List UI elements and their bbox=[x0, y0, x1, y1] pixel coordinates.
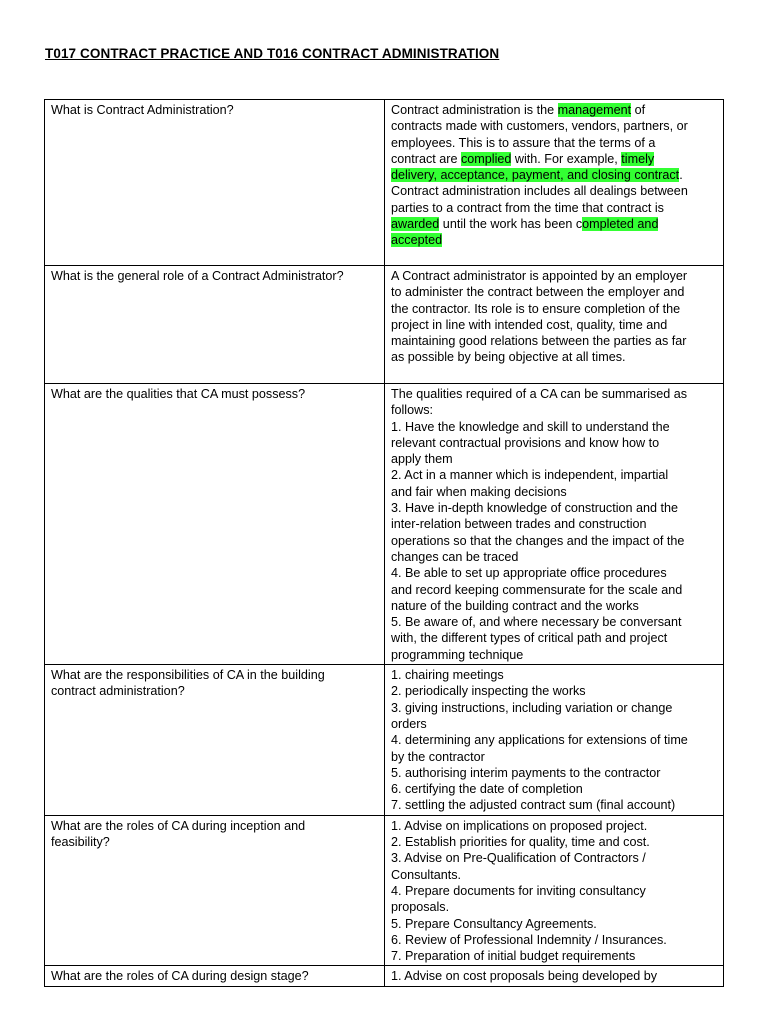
answer-text: with. For example, bbox=[511, 151, 622, 166]
answer-text: apply them bbox=[391, 452, 453, 467]
answer-text: contract are bbox=[391, 151, 461, 166]
answer-line bbox=[391, 402, 717, 418]
answer-cell bbox=[385, 966, 724, 986]
answer-text: Consultants. bbox=[391, 867, 462, 882]
question-cell bbox=[45, 815, 385, 966]
answer-text: project in line with intended cost, quality, time and bbox=[391, 317, 668, 332]
answer-text: 2. Act in a manner which is independent, impartial bbox=[391, 468, 669, 483]
answer-text: Contract administration includes all dealings between bbox=[391, 184, 688, 199]
answer-text: 4. Prepare documents for inviting consultancy bbox=[391, 883, 646, 898]
question-text: feasibility? bbox=[51, 835, 110, 850]
answer-line bbox=[391, 667, 717, 683]
answer-cell bbox=[385, 100, 724, 266]
answer-line bbox=[391, 484, 717, 500]
answer-text: of bbox=[631, 103, 646, 117]
answer-cell bbox=[385, 665, 724, 816]
answer-text: follows: bbox=[391, 403, 433, 418]
answer-line bbox=[391, 516, 717, 532]
answer-text: 4. determining any applications for extensions of time bbox=[391, 733, 688, 748]
answer-line bbox=[391, 435, 717, 451]
answer-text: The qualities required of a CA can be summarised as bbox=[391, 387, 688, 401]
answer-line bbox=[391, 883, 717, 899]
answer-line bbox=[391, 899, 717, 915]
highlighted-text: management bbox=[557, 103, 632, 117]
answer-line bbox=[391, 598, 717, 614]
answer-line bbox=[391, 118, 717, 134]
answer-text: contracts made with customers, vendors, partners, or bbox=[391, 119, 688, 134]
answer-line bbox=[391, 386, 717, 402]
answer-line bbox=[391, 867, 717, 883]
question-text: What is Contract Administration? bbox=[51, 103, 234, 117]
answer-text: the contractor. Its role is to ensure completion of the bbox=[391, 301, 681, 316]
answer-line bbox=[391, 284, 717, 300]
answer-line bbox=[391, 850, 717, 866]
answer-line bbox=[391, 102, 717, 118]
qa-table bbox=[44, 99, 724, 987]
answer-line bbox=[391, 614, 717, 630]
answer-text: 7. Preparation of initial budget requirements bbox=[391, 949, 636, 964]
answer-line bbox=[391, 183, 717, 199]
answer-text: operations so that the changes and the impact of the bbox=[391, 533, 685, 548]
answer-line bbox=[391, 582, 717, 598]
question-cell bbox=[45, 266, 385, 384]
answer-text: 4. Be able to set up appropriate office procedures bbox=[391, 566, 667, 581]
answer-line bbox=[391, 765, 717, 781]
answer-text: nature of the building contract and the works bbox=[391, 598, 639, 613]
answer-text: 2. Establish priorities for quality, time and cost. bbox=[391, 835, 650, 850]
answer-line bbox=[391, 932, 717, 948]
answer-text: Contract administration is the bbox=[391, 103, 558, 117]
answer-text: parties to a contract from the time that contract is bbox=[391, 200, 664, 215]
answer-line bbox=[391, 549, 717, 565]
table-row bbox=[45, 966, 724, 986]
answer-text: inter-relation between trades and construction bbox=[391, 517, 647, 532]
highlighted-text: ompleted and bbox=[582, 217, 659, 232]
answer-cell bbox=[385, 384, 724, 665]
question-cell bbox=[45, 966, 385, 986]
answer-line bbox=[391, 167, 717, 183]
answer-text: 5. Prepare Consultancy Agreements. bbox=[391, 916, 597, 931]
answer-text: 1. Have the knowledge and skill to understand the bbox=[391, 419, 670, 434]
highlighted-text: complied bbox=[461, 151, 512, 166]
answer-line bbox=[391, 216, 717, 232]
answer-line bbox=[391, 797, 717, 813]
answer-text: 6. Review of Professional Indemnity / Insurances. bbox=[391, 932, 667, 947]
answer-text: 5. authorising interim payments to the contractor bbox=[391, 765, 661, 780]
answer-text: . bbox=[679, 168, 683, 183]
highlighted-text: timely bbox=[621, 151, 655, 166]
table-row bbox=[45, 100, 724, 266]
qa-table-body bbox=[45, 100, 724, 987]
answer-line bbox=[391, 834, 717, 850]
answer-line bbox=[391, 968, 717, 984]
answer-line bbox=[391, 647, 717, 663]
answer-line bbox=[391, 683, 717, 699]
highlighted-text: awarded bbox=[391, 217, 440, 232]
answer-line bbox=[391, 268, 717, 284]
question-text: contract administration? bbox=[51, 684, 185, 699]
answer-text: employees. This is to assure that the terms of a bbox=[391, 135, 656, 150]
answer-text: until the work has been c bbox=[439, 217, 583, 232]
answer-line bbox=[391, 467, 717, 483]
answer-text: 6. certifying the date of completion bbox=[391, 782, 583, 797]
answer-line bbox=[391, 948, 717, 964]
answer-line bbox=[391, 200, 717, 216]
answer-line bbox=[391, 135, 717, 151]
answer-line bbox=[391, 349, 717, 365]
answer-line bbox=[391, 749, 717, 765]
answer-line bbox=[391, 151, 717, 167]
answer-text: and fair when making decisions bbox=[391, 484, 567, 499]
highlighted-text: delivery, acceptance, payment, and closing contract bbox=[391, 168, 680, 183]
table-row bbox=[45, 815, 724, 966]
question-text: What are the responsibilities of CA in the building bbox=[51, 668, 325, 683]
question-text: What are the roles of CA during inception and bbox=[51, 818, 306, 833]
answer-text: changes can be traced bbox=[391, 549, 519, 564]
answer-text: 2. periodically inspecting the works bbox=[391, 684, 586, 699]
answer-text: 3. giving instructions, including variation or change bbox=[391, 700, 673, 715]
table-row bbox=[45, 665, 724, 816]
answer-line bbox=[391, 451, 717, 467]
question-cell bbox=[45, 384, 385, 665]
answer-line bbox=[391, 565, 717, 581]
answer-line bbox=[391, 533, 717, 549]
answer-cell bbox=[385, 815, 724, 966]
answer-text: 3. Advise on Pre-Qualification of Contractors / bbox=[391, 851, 646, 866]
highlighted-text: accepted bbox=[391, 233, 443, 248]
answer-text: 5. Be aware of, and where necessary be conversant bbox=[391, 615, 682, 630]
answer-text: proposals. bbox=[391, 900, 450, 915]
question-cell bbox=[45, 100, 385, 266]
answer-text: by the contractor bbox=[391, 749, 485, 764]
answer-text: and record keeping commensurate for the scale and bbox=[391, 582, 683, 597]
answer-cell bbox=[385, 266, 724, 384]
answer-text: to administer the contract between the employer and bbox=[391, 285, 685, 300]
answer-line bbox=[391, 500, 717, 516]
answer-line bbox=[391, 700, 717, 716]
table-row bbox=[45, 384, 724, 665]
answer-text: as possible by being objective at all times. bbox=[391, 350, 626, 365]
answer-line bbox=[391, 630, 717, 646]
answer-line bbox=[391, 781, 717, 797]
question-text: What are the roles of CA during design stage? bbox=[51, 969, 309, 984]
answer-text: relevant contractual provisions and know how to bbox=[391, 435, 660, 450]
answer-text: with, the different types of critical path and project bbox=[391, 631, 668, 646]
answer-text: 7. settling the adjusted contract sum (final account) bbox=[391, 798, 676, 813]
answer-line bbox=[391, 317, 717, 333]
answer-line bbox=[391, 916, 717, 932]
answer-text: 3. Have in-depth knowledge of construction and the bbox=[391, 501, 679, 516]
answer-text: maintaining good relations between the parties as far bbox=[391, 334, 687, 349]
document-title: T017 CONTRACT PRACTICE AND T016 CONTRACT ADMINISTRATION bbox=[45, 46, 500, 61]
answer-text: programming technique bbox=[391, 647, 524, 662]
answer-line bbox=[391, 716, 717, 732]
answer-line bbox=[391, 333, 717, 349]
answer-line bbox=[391, 818, 717, 834]
answer-text: A Contract administrator is appointed by an employer bbox=[391, 269, 688, 283]
table-row bbox=[45, 266, 724, 384]
question-text: What are the qualities that CA must possess? bbox=[51, 387, 306, 401]
answer-text: orders bbox=[391, 716, 427, 731]
answer-text: 1. chairing meetings bbox=[391, 668, 504, 683]
answer-line bbox=[391, 301, 717, 317]
answer-text: 1. Advise on implications on proposed project. bbox=[391, 818, 648, 833]
answer-line bbox=[391, 232, 717, 248]
answer-line bbox=[391, 419, 717, 435]
answer-text: 1. Advise on cost proposals being developed by bbox=[391, 969, 658, 984]
question-text: What is the general role of a Contract Administrator? bbox=[51, 269, 344, 283]
question-cell bbox=[45, 665, 385, 816]
answer-line bbox=[391, 732, 717, 748]
